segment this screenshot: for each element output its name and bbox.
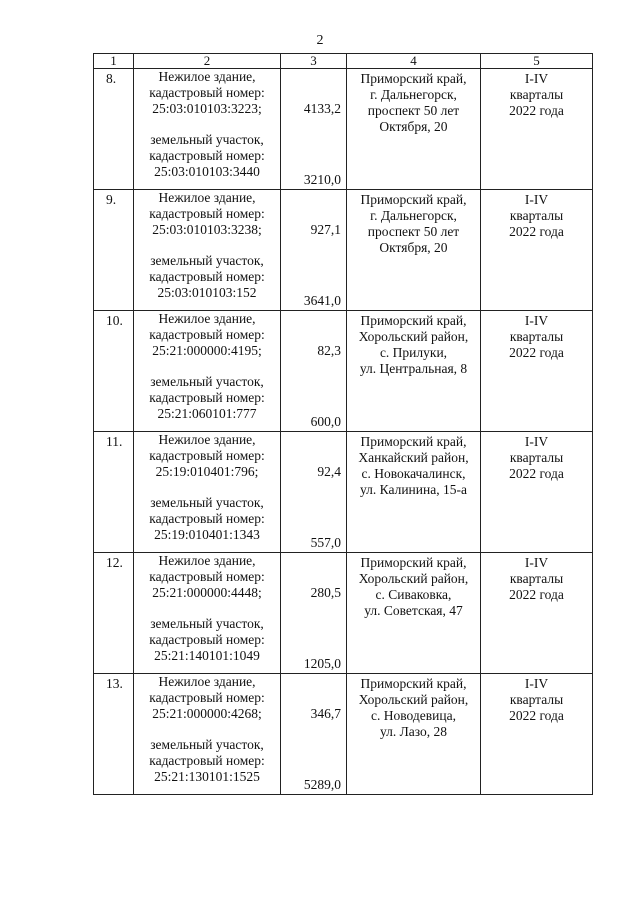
term-line: I-IV — [524, 676, 549, 691]
building-line: кадастровый номер: — [149, 569, 265, 584]
term-cell — [481, 69, 593, 190]
address-line: ул. Лазо, 28 — [379, 724, 448, 739]
table-row — [94, 190, 593, 311]
land-area: 3641,0 — [303, 293, 341, 308]
object-description — [134, 190, 281, 311]
building-area: 4133,2 — [303, 101, 341, 116]
spacer — [134, 480, 280, 495]
building-line: кадастровый номер: — [149, 448, 265, 463]
spacer — [134, 359, 280, 374]
land-line: 25:19:010401:1343 — [154, 527, 260, 542]
page-number: 2 — [316, 33, 324, 48]
building-line: 25:21:000000:4268; — [152, 706, 262, 721]
address-cell — [347, 553, 481, 674]
land-area: 5289,0 — [303, 777, 341, 792]
land-line: кадастровый номер: — [149, 390, 265, 405]
object-description — [134, 432, 281, 553]
row-number: 9. — [94, 190, 134, 311]
row-number: 12. — [94, 553, 134, 674]
area-cell — [281, 190, 347, 311]
area-cell — [281, 311, 347, 432]
address-cell — [347, 69, 481, 190]
land-area: 1205,0 — [303, 656, 341, 671]
building-line: 25:03:010103:3238; — [152, 222, 262, 237]
land-line: кадастровый номер: — [149, 753, 265, 768]
term-line: I-IV — [524, 192, 549, 207]
term-line: I-IV — [524, 434, 549, 449]
row-number: 8. — [94, 69, 134, 190]
table-row — [94, 674, 593, 795]
land-area: 557,0 — [310, 535, 341, 550]
land-line: 25:21:140101:1049 — [154, 648, 260, 663]
land-line: земельный участок, — [150, 374, 264, 389]
building-line: 25:19:010401:796; — [155, 464, 259, 479]
address-line: Хорольский район, — [358, 571, 469, 586]
address-line: Приморский край, — [360, 71, 467, 86]
table-row — [94, 432, 593, 553]
land-line: 25:03:010103:152 — [157, 285, 257, 300]
spacer — [134, 722, 280, 737]
building-line: Нежилое здание, — [158, 69, 256, 84]
building-line: кадастровый номер: — [149, 206, 265, 221]
address-line: г. Дальнегорск, — [370, 87, 457, 102]
address-line: с. Новокачалинск, — [361, 466, 466, 481]
address-cell — [347, 674, 481, 795]
address-line: Приморский край, — [360, 313, 467, 328]
table-header-row — [94, 54, 593, 69]
area-cell — [281, 553, 347, 674]
term-line: кварталы — [509, 571, 564, 586]
building-line: кадастровый номер: — [149, 690, 265, 705]
address-line: ул. Калинина, 15-а — [360, 482, 467, 497]
spacer — [134, 601, 280, 616]
building-area: 92,4 — [317, 464, 341, 479]
area-cell — [281, 674, 347, 795]
land-line: земельный участок, — [150, 616, 264, 631]
term-cell — [481, 190, 593, 311]
term-line: кварталы — [509, 692, 564, 707]
land-line: земельный участок, — [150, 737, 264, 752]
column-header: 4 — [347, 54, 481, 69]
building-area: 280,5 — [310, 585, 341, 600]
address-line: Приморский край, — [360, 555, 467, 570]
building-line: 25:21:000000:4195; — [152, 343, 262, 358]
column-header: 5 — [481, 54, 593, 69]
term-line: 2022 года — [509, 224, 564, 239]
term-cell — [481, 674, 593, 795]
term-line: 2022 года — [509, 466, 564, 481]
land-line: 25:03:010103:3440 — [154, 164, 260, 179]
area-cell — [281, 432, 347, 553]
land-line: земельный участок, — [150, 132, 264, 147]
property-table — [93, 53, 593, 795]
land-line: кадастровый номер: — [149, 269, 265, 284]
column-header: 3 — [281, 54, 347, 69]
term-line: 2022 года — [509, 103, 564, 118]
term-line: I-IV — [524, 313, 549, 328]
object-description — [134, 311, 281, 432]
term-line: кварталы — [509, 450, 564, 465]
term-line: кварталы — [509, 87, 564, 102]
building-line: кадастровый номер: — [149, 327, 265, 342]
address-cell — [347, 432, 481, 553]
table-row — [94, 553, 593, 674]
land-area: 600,0 — [310, 414, 341, 429]
address-line: ул. Центральная, 8 — [359, 361, 468, 376]
address-line: Приморский край, — [360, 434, 467, 449]
term-line: кварталы — [509, 208, 564, 223]
column-header: 1 — [94, 54, 134, 69]
address-line: Приморский край, — [360, 192, 467, 207]
term-cell — [481, 311, 593, 432]
building-line: Нежилое здание, — [158, 311, 256, 326]
building-line: Нежилое здание, — [158, 432, 256, 447]
land-line: 25:21:060101:777 — [157, 406, 257, 421]
term-line: кварталы — [509, 329, 564, 344]
building-line: Нежилое здание, — [158, 674, 256, 689]
area-cell — [281, 69, 347, 190]
land-area: 3210,0 — [303, 172, 341, 187]
term-line: 2022 года — [509, 345, 564, 360]
building-area: 346,7 — [310, 706, 341, 721]
building-area: 82,3 — [317, 343, 341, 358]
building-line: Нежилое здание, — [158, 553, 256, 568]
term-line: 2022 года — [509, 708, 564, 723]
building-line: Нежилое здание, — [158, 190, 256, 205]
object-description — [134, 674, 281, 795]
land-line: кадастровый номер: — [149, 148, 265, 163]
building-line: 25:21:000000:4448; — [152, 585, 262, 600]
spacer — [134, 238, 280, 253]
address-line: Хорольский район, — [358, 692, 469, 707]
land-line: земельный участок, — [150, 253, 264, 268]
address-line: Ханкайский район, — [358, 450, 469, 465]
term-line: I-IV — [524, 71, 549, 86]
building-line: 25:03:010103:3223; — [152, 101, 262, 116]
land-line: кадастровый номер: — [149, 511, 265, 526]
address-line: г. Дальнегорск, — [370, 208, 457, 223]
column-header: 2 — [134, 54, 281, 69]
address-line: Приморский край, — [360, 676, 467, 691]
address-line: Октября, 20 — [379, 119, 448, 134]
address-line: с. Новодевица, — [371, 708, 456, 723]
term-line: I-IV — [524, 555, 549, 570]
building-area: 927,1 — [310, 222, 341, 237]
land-line: кадастровый номер: — [149, 632, 265, 647]
land-line: 25:21:130101:1525 — [154, 769, 260, 784]
object-description — [134, 553, 281, 674]
address-line: проспект 50 лет — [367, 103, 460, 118]
address-line: ул. Советская, 47 — [364, 603, 463, 618]
building-line: кадастровый номер: — [149, 85, 265, 100]
address-line: Хорольский район, — [358, 329, 469, 344]
address-line: Октября, 20 — [379, 240, 448, 255]
object-description — [134, 69, 281, 190]
address-line: с. Прилуки, — [379, 345, 448, 360]
term-cell — [481, 432, 593, 553]
spacer — [134, 117, 280, 132]
land-line: земельный участок, — [150, 495, 264, 510]
table-row — [94, 69, 593, 190]
address-line: с. Сиваковка, — [375, 587, 452, 602]
row-number: 13. — [94, 674, 134, 795]
table-row — [94, 311, 593, 432]
address-cell — [347, 311, 481, 432]
term-line: 2022 года — [509, 587, 564, 602]
address-cell — [347, 190, 481, 311]
row-number: 10. — [94, 311, 134, 432]
address-line: проспект 50 лет — [367, 224, 460, 239]
row-number: 11. — [94, 432, 134, 553]
term-cell — [481, 553, 593, 674]
